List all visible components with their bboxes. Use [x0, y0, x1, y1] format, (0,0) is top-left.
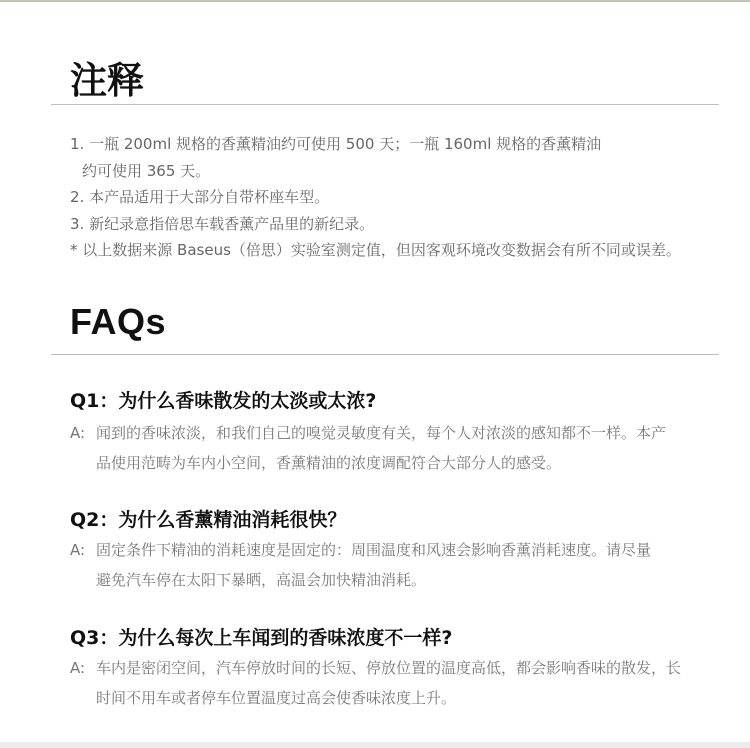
answer-text: 闻到的香味浓淡，和我们自己的嗅觉灵敏度有关，每个人对浓淡的感知都不一样。本产 [96, 424, 667, 442]
faq-question: Q1：为什么香味散发的太淡或太浓? [70, 390, 377, 412]
faq-answer [70, 535, 710, 595]
note-text: 3. 新纪录意指倍思车载香薰产品里的新纪录。 [70, 214, 375, 233]
faq-question: Q3：为什么每次上车闻到的香味浓度不一样? [70, 627, 453, 649]
note-item [70, 237, 720, 264]
faqs-divider [51, 354, 719, 355]
note-item [70, 184, 720, 211]
faqs-title: FAQs [70, 301, 167, 342]
note-item [70, 131, 720, 184]
notes-title: 注释 [70, 60, 144, 101]
faq-question: Q2：为什么香薰精油消耗很快？ [70, 509, 347, 531]
answer-text: 固定条件下精油的消耗速度是固定的：周围温度和风速会影响香薰消耗速度。请尽量 [96, 541, 652, 559]
answer-prefix: A: [70, 659, 86, 677]
note-text: * 以上数据来源 Baseus（倍思）实验室测定值，但因客观环境改变数据会有所不同或误差。 [70, 241, 681, 259]
note-text-continued: 约可使用 365 天。 [82, 161, 211, 180]
note-text: 1. 一瓶 200ml 规格的香薰精油约可使用 500 天；一瓶 160ml 规格的香薰精油 [70, 135, 602, 153]
note-item [70, 211, 720, 238]
faq-answer [70, 418, 710, 478]
note-text: 2. 本产品适用于大部分自带杯座车型。 [70, 188, 330, 206]
notes-list [70, 131, 720, 264]
answer-prefix: A: [70, 424, 86, 442]
notes-divider [51, 104, 719, 105]
answer-text-continued: 避免汽车停在太阳下暴晒，高温会加快精油消耗。 [96, 571, 427, 589]
faq-answer [70, 653, 710, 713]
answer-text: 车内是密闭空间，汽车停放时间的长短、停放位置的温度高低，都会影响香味的散发，长 [96, 659, 682, 677]
top-divider [0, 0, 750, 2]
answer-text-continued: 品使用范畴为车内小空间，香薰精油的浓度调配符合大部分人的感受。 [96, 454, 562, 472]
bottom-divider [0, 742, 750, 748]
answer-text-continued: 时间不用车或者停车位置温度过高会使香味浓度上升。 [96, 689, 457, 707]
answer-prefix: A: [70, 541, 86, 559]
